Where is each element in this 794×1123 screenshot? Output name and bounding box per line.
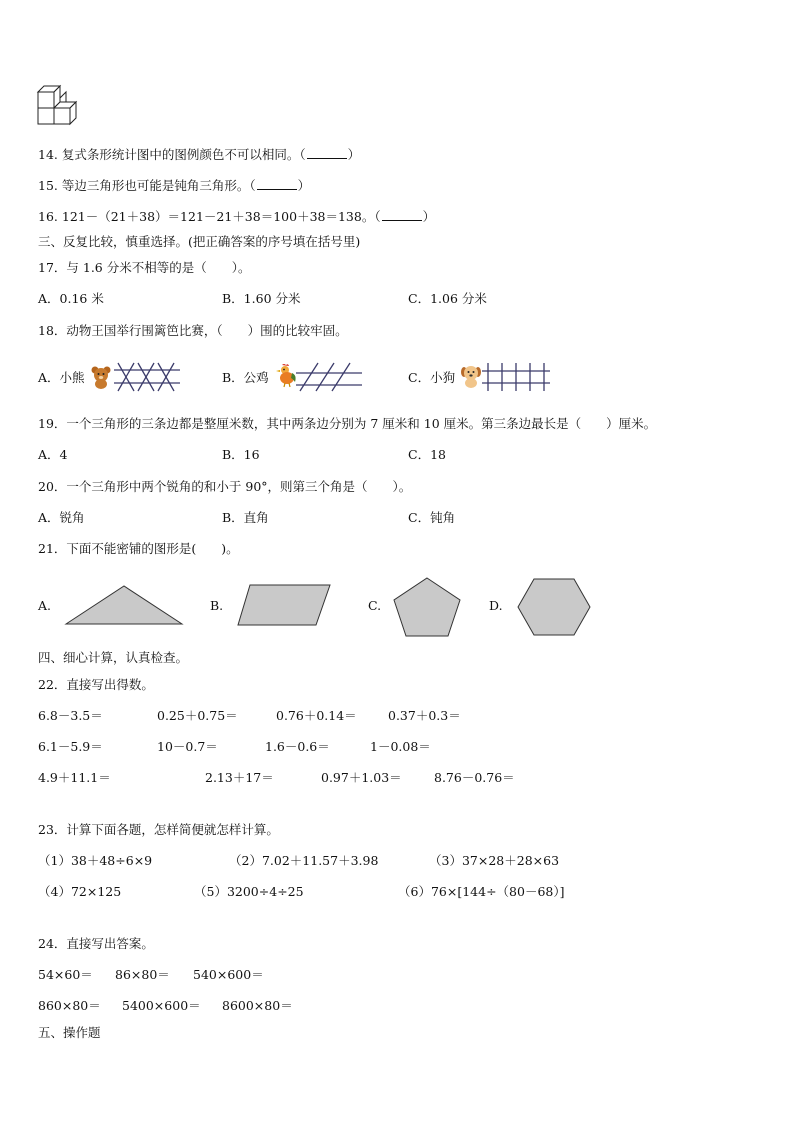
- dog-icon: [460, 364, 482, 388]
- fence-a: [114, 363, 180, 391]
- question-15: 15. 等边三角形也可能是钝角三角形。（ ）: [38, 178, 311, 193]
- calc-item: （4）72×125: [38, 884, 122, 899]
- answer-blank[interactable]: [382, 208, 422, 221]
- q18-option-c[interactable]: C．小狗: [408, 370, 456, 385]
- answer-blank[interactable]: [307, 146, 347, 159]
- calc-item: 0.97＋1.03＝: [321, 770, 402, 785]
- question-21-stem: 21．下面不能密铺的图形是( )。: [38, 541, 239, 556]
- question-18-stem: 18．动物王国举行围篱笆比赛，（ ）围的比较牢固。: [38, 323, 348, 338]
- question-number: 14.: [38, 147, 58, 162]
- question-16: 16. 121－（21＋38）＝121－21＋38＝100＋38＝138。（ ）: [38, 209, 436, 224]
- calc-item: 5400×600＝: [122, 998, 201, 1013]
- calc-item: 540×600＝: [193, 967, 264, 982]
- calc-item: 1－0.08＝: [370, 739, 431, 754]
- section-3-heading: 三、反复比较，慎重选择。(把正确答案的序号填在括号里): [38, 234, 361, 249]
- question-text: 等边三角形也可能是钝角三角形。（: [61, 178, 256, 193]
- q19-option-b[interactable]: B．16: [222, 447, 260, 462]
- q20-option-a[interactable]: A．锐角: [38, 510, 85, 525]
- calc-item: 6.8－3.5＝: [38, 708, 103, 723]
- question-number: 15.: [38, 178, 58, 193]
- q21-option-a[interactable]: A.: [38, 598, 52, 613]
- question-22-stem: 22．直接写出得数。: [38, 677, 154, 692]
- q17-option-c[interactable]: C．1.06 分米: [408, 291, 487, 306]
- fence-b: [296, 363, 362, 391]
- section-5-heading: 五、操作题: [38, 1025, 101, 1040]
- calc-item: 860×80＝: [38, 998, 101, 1013]
- q20-option-b[interactable]: B．直角: [222, 510, 269, 525]
- parallelogram-shape: [236, 583, 332, 627]
- question-17-stem: 17．与 1.6 分米不相等的是（ ）。: [38, 260, 251, 275]
- calc-item: 6.1－5.9＝: [38, 739, 103, 754]
- q21-option-b[interactable]: B.: [210, 598, 224, 613]
- rooster-icon: [276, 363, 296, 387]
- calc-item: 8600×80＝: [222, 998, 293, 1013]
- calc-item: （6）76×[144÷（80－68）]: [398, 884, 565, 899]
- pentagon-shape: [392, 576, 462, 638]
- q20-option-c[interactable]: C．钝角: [408, 510, 456, 525]
- calc-item: 2.13＋17＝: [205, 770, 274, 785]
- q18-option-a[interactable]: A．小熊: [38, 370, 85, 385]
- calc-item: 54×60＝: [38, 967, 93, 982]
- q21-option-c[interactable]: C.: [368, 598, 382, 613]
- question-14: 14. 复式条形统计图中的图例颜色不可以相同。（ ）: [38, 147, 361, 162]
- calc-item: （1）38＋48÷6×9: [38, 853, 153, 868]
- calc-item: 0.25＋0.75＝: [157, 708, 238, 723]
- q18-option-b[interactable]: B．公鸡: [222, 370, 269, 385]
- cube-stack-figure: [38, 82, 98, 132]
- question-text: 121－（21＋38）＝121－21＋38＝100＋38＝138。（: [61, 209, 381, 224]
- q19-option-a[interactable]: A．4: [38, 447, 68, 462]
- calc-item: （3）37×28＋28×63: [429, 853, 560, 868]
- q17-option-a[interactable]: A．0.16 米: [38, 291, 104, 306]
- fence-c: [482, 363, 550, 391]
- calc-item: 8.76－0.76＝: [434, 770, 515, 785]
- calc-item: （2）7.02＋11.57＋3.98: [229, 853, 379, 868]
- question-23-stem: 23．计算下面各题，怎样简便就怎样计算。: [38, 822, 279, 837]
- q21-option-d[interactable]: D.: [489, 598, 503, 613]
- bear-icon: [90, 365, 112, 389]
- hexagon-shape: [516, 577, 592, 637]
- section-4-heading: 四、细心计算，认真检查。: [38, 650, 189, 665]
- calc-item: 0.37＋0.3＝: [388, 708, 461, 723]
- calc-item: 4.9＋11.1＝: [38, 770, 111, 785]
- question-24-stem: 24．直接写出答案。: [38, 936, 154, 951]
- calc-item: （5）3200÷4÷25: [194, 884, 304, 899]
- q19-option-c[interactable]: C．18: [408, 447, 446, 462]
- calc-item: 1.6－0.6＝: [265, 739, 330, 754]
- answer-blank[interactable]: [257, 177, 297, 190]
- calc-item: 10－0.7＝: [157, 739, 218, 754]
- question-20-stem: 20．一个三角形中两个锐角的和小于 90°，则第三个角是（ ）。: [38, 479, 412, 494]
- triangle-shape: [64, 584, 184, 626]
- question-19-stem: 19．一个三角形的三条边都是整厘米数，其中两条边分别为 7 厘米和 10 厘米。第三条边最长是（ ）厘米。: [38, 416, 657, 431]
- calc-item: 86×80＝: [115, 967, 170, 982]
- question-number: 16.: [38, 209, 58, 224]
- question-text: 复式条形统计图中的图例颜色不可以相同。（: [61, 147, 306, 162]
- q17-option-b[interactable]: B．1.60 分米: [222, 291, 301, 306]
- calc-item: 0.76＋0.14＝: [276, 708, 357, 723]
